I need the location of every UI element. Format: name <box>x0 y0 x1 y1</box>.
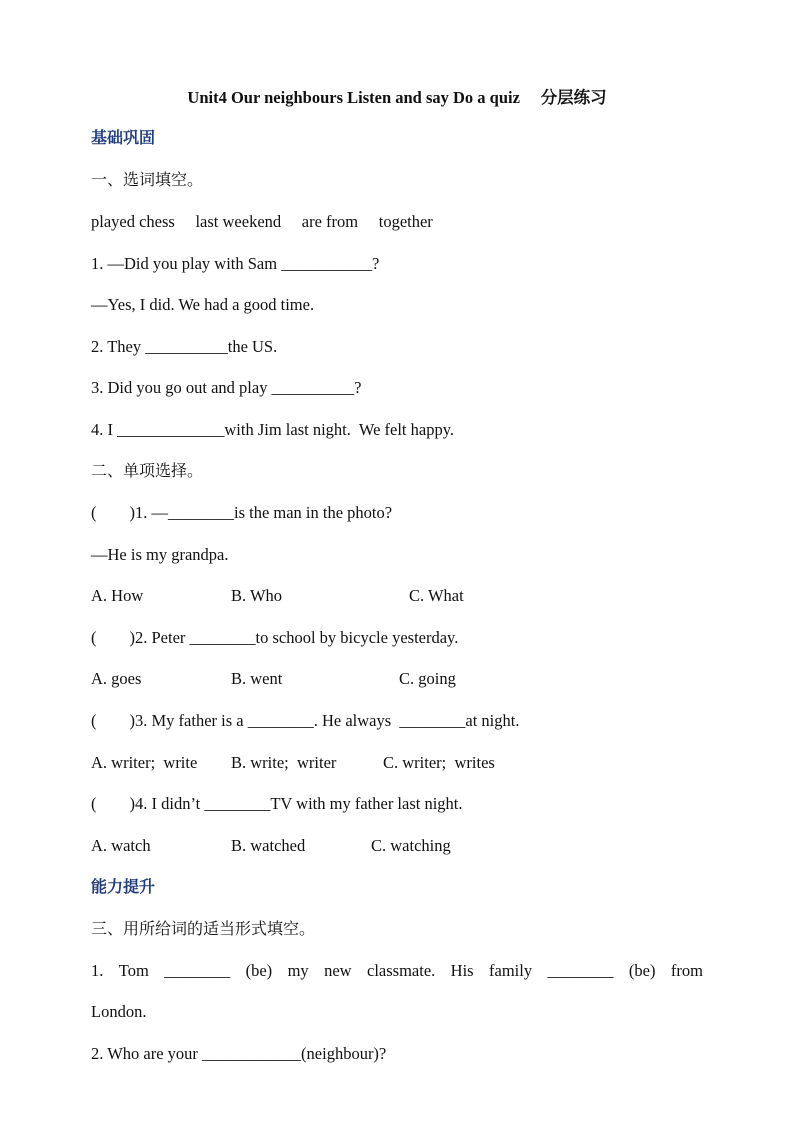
part1-question-2: 2. They __________the US. <box>91 337 278 356</box>
part3-q1-blank: ________ <box>547 961 614 980</box>
part2-q3-option-a: A. writer; write <box>91 753 198 772</box>
part2-question-1: ( )1. —________is the man in the photo? <box>91 503 393 522</box>
part2-q1-option-a: A. How <box>91 586 144 605</box>
part3-q1-blank: ________ <box>164 961 231 980</box>
part2-q3-option-c: C. writer; writes <box>383 753 495 772</box>
part2-question-1-reply: —He is my grandpa. <box>91 545 229 564</box>
part3-q1-word: (be) <box>245 961 273 980</box>
part3-q1-word: His <box>450 961 474 980</box>
part2-q4-option-b: B. watched <box>231 836 306 855</box>
section-advanced: 能力提升 <box>91 877 156 896</box>
part1-question-4: 4. I _____________with Jim last night. We felt happy. <box>91 420 455 439</box>
page-title: Unit4 Our neighbours Listen and say Do a quiz 分层练习 <box>187 88 607 107</box>
part2-q4-option-c: C. watching <box>371 836 451 855</box>
section-basic: 基础巩固 <box>91 128 156 147</box>
part2-q4-option-a: A. watch <box>91 836 151 855</box>
part2-question-4: ( )4. I didn’t ________TV with my father last night. <box>91 794 463 813</box>
part2-q3-option-b: B. write; writer <box>231 753 337 772</box>
part1-question-1: 1. —Did you play with Sam ___________? <box>91 254 380 273</box>
part2-q1-option-b: B. Who <box>231 586 283 605</box>
part3-q1-word: family <box>489 961 533 980</box>
part2-question-2: ( )2. Peter ________to school by bicycle yesterday. <box>91 628 459 647</box>
part3-q1-word: (be) <box>628 961 656 980</box>
part2-q2-option-c: C. going <box>399 669 456 688</box>
part3-q1-word: Tom <box>118 961 149 980</box>
part1-question-3: 3. Did you go out and play __________? <box>91 378 362 397</box>
part2-q1-option-c: C. What <box>409 586 464 605</box>
part3-question-2: 2. Who are your ____________(neighbour)? <box>91 1044 387 1063</box>
part3-q1-word: new <box>324 961 352 980</box>
part2-q2-option-b: B. went <box>231 669 283 688</box>
part2-heading: 二、单项选择。 <box>91 461 204 480</box>
part3-q1-word: my <box>287 961 309 980</box>
part3-question-1 <box>91 961 703 981</box>
part2-question-3: ( )3. My father is a ________. He always ________at night. <box>91 711 520 730</box>
part1-heading: 一、选词填空。 <box>91 170 204 189</box>
part3-heading: 三、用所给词的适当形式填空。 <box>91 919 316 938</box>
part1-question-1-answer: —Yes, I did. We had a good time. <box>91 295 315 314</box>
part2-q2-option-a: A. goes <box>91 669 142 688</box>
part3-q1-word: classmate. <box>367 961 436 980</box>
word-bank: played chess last weekend are from together <box>91 212 433 231</box>
part3-q1-word: 1. <box>91 961 104 980</box>
part3-q1-word: from <box>670 961 703 980</box>
part3-question-1-continued: London. <box>91 1002 147 1021</box>
